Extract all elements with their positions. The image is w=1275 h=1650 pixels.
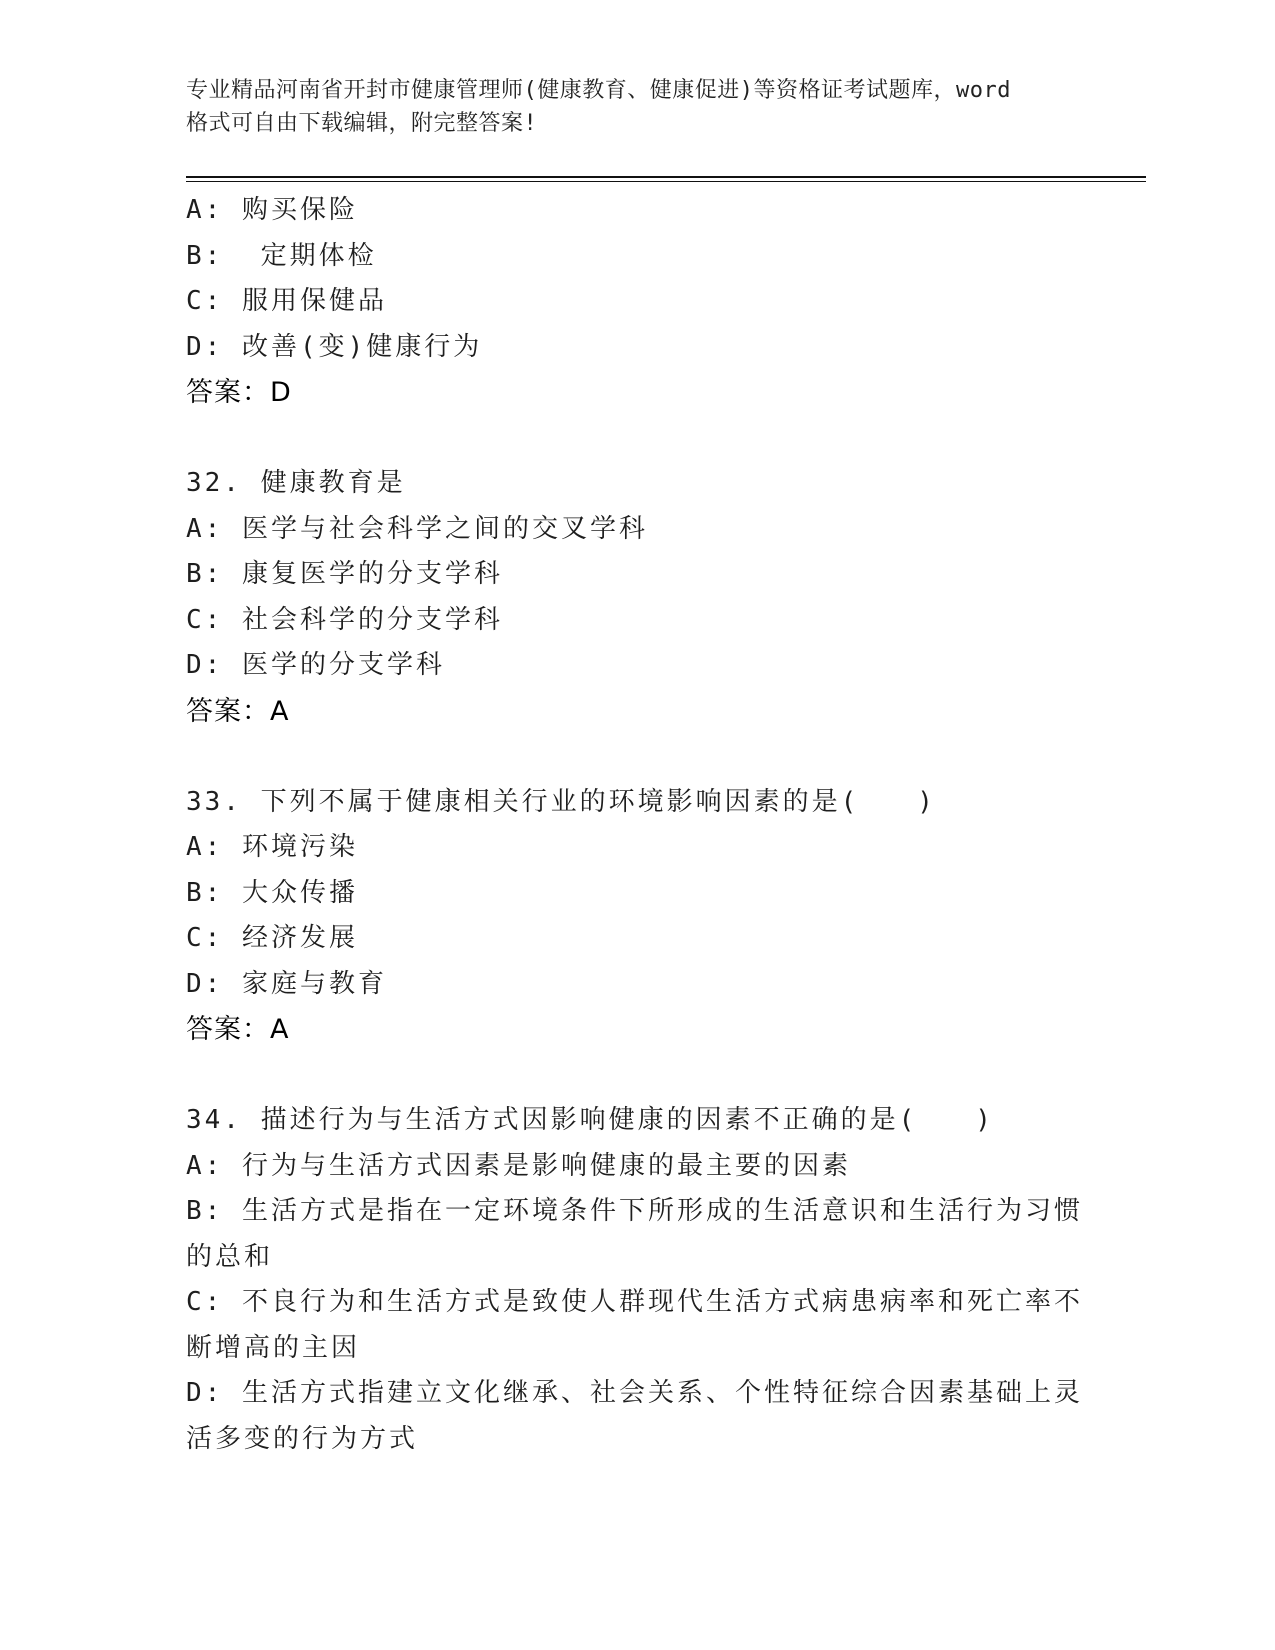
option-d: D: 改善(变)健康行为 (186, 331, 483, 362)
header-line-2: 格式可自由下载编辑，附完整答案! (186, 111, 538, 136)
question-stem: 33. 下列不属于健康相关行业的环境影响因素的是( ) (186, 786, 936, 817)
option-b: B: 大众传播 (186, 877, 358, 908)
option-b-continued: 的总和 (186, 1241, 274, 1272)
option-d: D: 家庭与教育 (186, 968, 387, 999)
question-32 (186, 461, 1086, 734)
question-31 (186, 188, 1086, 416)
spacer (186, 734, 1086, 780)
option-d: D: 生活方式指建立文化继承、社会关系、个性特征综合因素基础上灵 (186, 1378, 1083, 1408)
option-c-continued: 断增高的主因 (186, 1332, 361, 1363)
option-a: A: 医学与社会科学之间的交叉学科 (186, 513, 648, 544)
spacer (186, 416, 1086, 462)
option-b: B: 生活方式是指在一定环境条件下所形成的生活意识和生活行为习惯 (186, 1196, 1083, 1226)
option-b: B: 康复医学的分支学科 (186, 559, 503, 589)
question-list (186, 188, 1086, 1462)
option-b: B: 定期体检 (186, 240, 377, 271)
header-divider-thick (186, 176, 1146, 178)
option-c: C: 社会科学的分支学科 (186, 604, 503, 635)
header-divider-thin (186, 181, 1146, 182)
question-33 (186, 780, 1086, 1053)
option-d: D: 医学的分支学科 (186, 650, 445, 680)
header-line-1: 专业精品河南省开封市健康管理师(健康教育、健康促进)等资格证考试题库，word (186, 78, 1011, 103)
option-c: C: 不良行为和生活方式是致使人群现代生活方式病患病率和死亡率不 (186, 1287, 1083, 1317)
question-stem: 32. 健康教育是 (186, 468, 406, 498)
option-a: A: 行为与生活方式因素是影响健康的最主要的因素 (186, 1150, 851, 1181)
option-c: C: 经济发展 (186, 923, 358, 953)
document-header (186, 74, 1086, 140)
answer-line: 答案：A (186, 695, 290, 727)
option-a: A: 购买保险 (186, 195, 358, 225)
answer-line: 答案：A (186, 1014, 290, 1045)
option-a: A: 环境污染 (186, 832, 358, 862)
option-c: C: 服用保健品 (186, 286, 387, 316)
question-stem: 34. 描述行为与生活方式因影响健康的因素不正确的是( ) (186, 1105, 994, 1135)
question-34 (186, 1098, 1086, 1462)
option-d-continued: 活多变的行为方式 (186, 1423, 419, 1454)
answer-line: 答案：D (186, 377, 292, 408)
spacer (186, 1053, 1086, 1099)
